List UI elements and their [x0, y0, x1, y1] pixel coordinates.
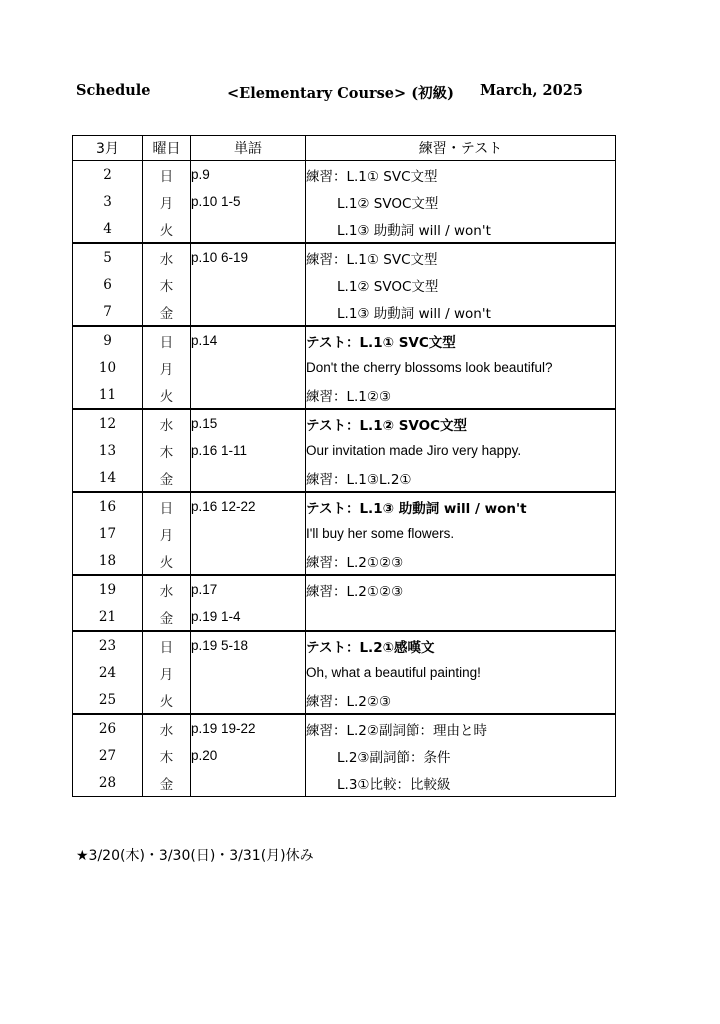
weekday-cell: 月	[143, 659, 191, 686]
day-cell: 26	[73, 714, 143, 742]
table-row	[73, 547, 616, 575]
holiday-note: ★3/20(木)・3/30(日)・3/31(月)休み	[76, 848, 314, 864]
practice-cell: Oh, what a beautiful painting!	[306, 659, 616, 686]
table-row	[73, 381, 616, 409]
day-cell: 13	[73, 437, 143, 464]
day-cell: 14	[73, 464, 143, 492]
weekday-cell: 月	[143, 520, 191, 547]
weekday-cell: 火	[143, 547, 191, 575]
vocab-page-cell	[191, 381, 306, 409]
day-cell: 24	[73, 659, 143, 686]
practice-cell: 練習：L.2②副詞節：理由と時	[306, 714, 616, 742]
vocab-page-cell	[191, 686, 306, 714]
weekday-cell: 水	[143, 575, 191, 603]
vocab-page-cell	[191, 464, 306, 492]
vocab-page-cell: p.16 12-22	[191, 492, 306, 520]
practice-cell: 練習：L.2①②③	[306, 547, 616, 575]
day-cell: 25	[73, 686, 143, 714]
col-header-weekday: 曜日	[143, 136, 191, 161]
weekday-cell: 水	[143, 409, 191, 437]
table-row	[73, 188, 616, 215]
practice-cell: L.1③ 助動詞 will / won't	[306, 298, 616, 326]
course-name: <Elementary Course> (初級)	[227, 85, 454, 102]
day-cell: 17	[73, 520, 143, 547]
table-row	[73, 714, 616, 742]
vocab-page-cell: p.10 1-5	[191, 188, 306, 215]
vocab-page-cell: p.16 1-11	[191, 437, 306, 464]
col-header-date: 3月	[73, 136, 143, 161]
day-cell: 7	[73, 298, 143, 326]
day-cell: 9	[73, 326, 143, 354]
practice-cell: I'll buy her some flowers.	[306, 520, 616, 547]
weekday-cell: 日	[143, 631, 191, 659]
table-row	[73, 437, 616, 464]
vocab-page-cell	[191, 769, 306, 797]
vocab-page-cell	[191, 354, 306, 381]
vocab-page-cell: p.19 1-4	[191, 603, 306, 631]
weekday-cell: 月	[143, 354, 191, 381]
practice-cell: Don't the cherry blossoms look beautiful?	[306, 354, 616, 381]
weekday-cell: 火	[143, 686, 191, 714]
weekday-cell: 日	[143, 161, 191, 189]
vocab-page-cell	[191, 271, 306, 298]
practice-cell: L.1③ 助動詞 will / won't	[306, 215, 616, 243]
weekday-cell: 日	[143, 326, 191, 354]
practice-cell: テスト：L.2①感嘆文	[306, 631, 616, 659]
practice-cell: 練習：L.1① SVC文型	[306, 161, 616, 189]
weekday-cell: 日	[143, 492, 191, 520]
practice-cell: L.1② SVOC文型	[306, 188, 616, 215]
table-row	[73, 603, 616, 631]
weekday-cell: 金	[143, 298, 191, 326]
month-year: March, 2025	[480, 82, 583, 99]
table-row	[73, 575, 616, 603]
table-row	[73, 271, 616, 298]
vocab-page-cell	[191, 298, 306, 326]
weekday-cell: 火	[143, 381, 191, 409]
day-cell: 5	[73, 243, 143, 271]
weekday-cell: 金	[143, 769, 191, 797]
day-cell: 16	[73, 492, 143, 520]
document-header	[76, 82, 636, 106]
practice-cell: テスト：L.1③ 助動詞 will / won't	[306, 492, 616, 520]
practice-cell: テスト：L.1① SVC文型	[306, 326, 616, 354]
vocab-page-cell: p.17	[191, 575, 306, 603]
practice-cell: L.3①比較：比較級	[306, 769, 616, 797]
weekday-cell: 水	[143, 243, 191, 271]
weekday-cell: 金	[143, 603, 191, 631]
table-row	[73, 215, 616, 243]
schedule-body	[73, 161, 616, 797]
practice-cell: 練習：L.2①②③	[306, 575, 616, 603]
weekday-cell: 火	[143, 215, 191, 243]
practice-cell: Our invitation made Jiro very happy.	[306, 437, 616, 464]
day-cell: 11	[73, 381, 143, 409]
practice-cell: L.2③副詞節：条件	[306, 742, 616, 769]
practice-cell	[306, 603, 616, 631]
weekday-cell: 水	[143, 714, 191, 742]
day-cell: 6	[73, 271, 143, 298]
weekday-cell: 木	[143, 437, 191, 464]
day-cell: 2	[73, 161, 143, 189]
vocab-page-cell: p.14	[191, 326, 306, 354]
vocab-page-cell: p.9	[191, 161, 306, 189]
day-cell: 19	[73, 575, 143, 603]
table-row	[73, 659, 616, 686]
col-header-practice: 練習・テスト	[306, 136, 616, 161]
weekday-cell: 木	[143, 271, 191, 298]
day-cell: 21	[73, 603, 143, 631]
weekday-cell: 木	[143, 742, 191, 769]
vocab-page-cell: p.19 19-22	[191, 714, 306, 742]
table-row	[73, 354, 616, 381]
col-header-vocab: 単語	[191, 136, 306, 161]
day-cell: 12	[73, 409, 143, 437]
vocab-page-cell: p.15	[191, 409, 306, 437]
practice-cell: 練習：L.1③L.2①	[306, 464, 616, 492]
table-row	[73, 520, 616, 547]
table-row	[73, 686, 616, 714]
table-header-row	[73, 136, 616, 161]
table-row	[73, 742, 616, 769]
day-cell: 27	[73, 742, 143, 769]
day-cell: 3	[73, 188, 143, 215]
day-cell: 28	[73, 769, 143, 797]
table-row	[73, 464, 616, 492]
vocab-page-cell	[191, 520, 306, 547]
table-row	[73, 409, 616, 437]
table-row	[73, 492, 616, 520]
day-cell: 23	[73, 631, 143, 659]
vocab-page-cell: p.10 6-19	[191, 243, 306, 271]
day-cell: 4	[73, 215, 143, 243]
vocab-page-cell: p.20	[191, 742, 306, 769]
practice-cell: 練習：L.1②③	[306, 381, 616, 409]
practice-cell: 練習：L.1① SVC文型	[306, 243, 616, 271]
vocab-page-cell	[191, 659, 306, 686]
table-row	[73, 631, 616, 659]
vocab-page-cell	[191, 215, 306, 243]
table-row	[73, 326, 616, 354]
table-row	[73, 161, 616, 189]
table-row	[73, 243, 616, 271]
weekday-cell: 月	[143, 188, 191, 215]
schedule-title: Schedule	[76, 82, 151, 99]
weekday-cell: 金	[143, 464, 191, 492]
table-row	[73, 769, 616, 797]
practice-cell: L.1② SVOC文型	[306, 271, 616, 298]
day-cell: 10	[73, 354, 143, 381]
vocab-page-cell	[191, 547, 306, 575]
vocab-page-cell: p.19 5-18	[191, 631, 306, 659]
practice-cell: 練習：L.2②③	[306, 686, 616, 714]
table-row	[73, 298, 616, 326]
schedule-table	[72, 135, 616, 797]
day-cell: 18	[73, 547, 143, 575]
practice-cell: テスト：L.1② SVOC文型	[306, 409, 616, 437]
